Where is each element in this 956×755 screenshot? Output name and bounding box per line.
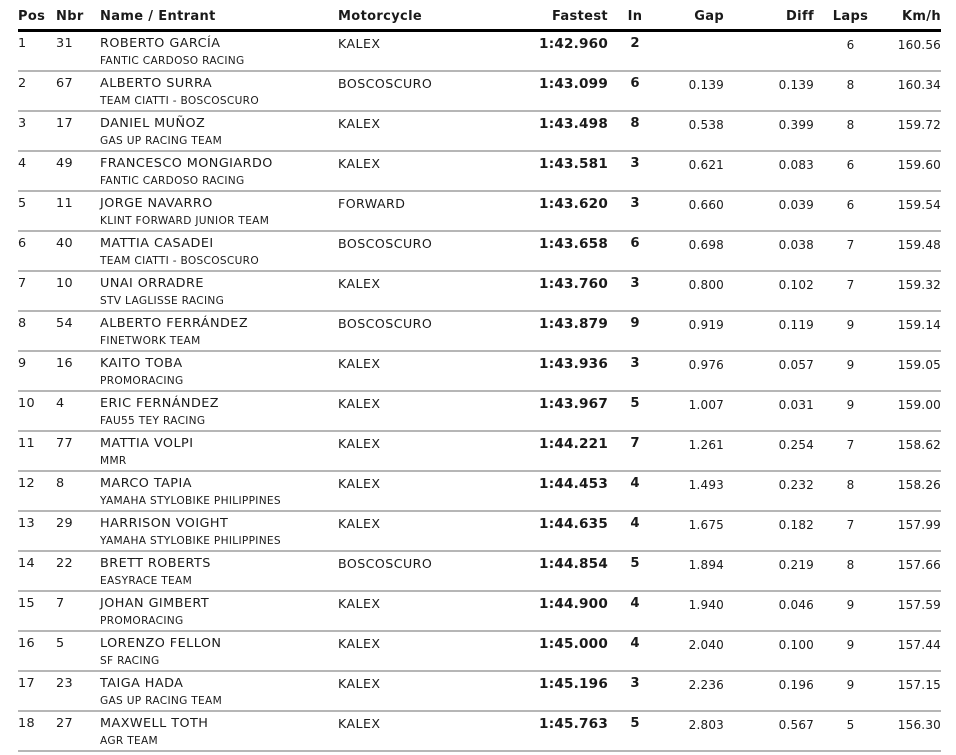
gap-cell: 0.919: [662, 311, 724, 351]
motorcycle-cell: KALEX: [338, 471, 512, 511]
number-cell: 77: [56, 431, 100, 471]
rider-name: KAITO TOBA: [100, 355, 183, 371]
rider-cell: [100, 71, 338, 111]
position-cell: 7: [18, 271, 56, 311]
diff-cell: 0.046: [724, 591, 814, 631]
entrant-name: PROMORACING: [100, 374, 184, 387]
number-cell: 54: [56, 311, 100, 351]
position-cell: 11: [18, 431, 56, 471]
laps-cell: 6: [814, 31, 887, 71]
motorcycle-cell: KALEX: [338, 31, 512, 71]
in-lap-cell: 3: [608, 271, 662, 311]
fastest-lap-cell: 1:45.763: [512, 711, 608, 751]
rider-cell: [100, 191, 338, 231]
number-cell: 27: [56, 711, 100, 751]
number-cell: 4: [56, 391, 100, 431]
diff-cell: 0.219: [724, 551, 814, 591]
in-lap-cell: 5: [608, 391, 662, 431]
motorcycle-cell: KALEX: [338, 711, 512, 751]
table-row: [18, 111, 941, 151]
position-cell: 5: [18, 191, 56, 231]
laps-cell: 8: [814, 471, 887, 511]
results-table: [18, 8, 941, 752]
table-row: [18, 711, 941, 751]
number-cell: 7: [56, 591, 100, 631]
entrant-name: FAU55 TEY RACING: [100, 414, 206, 427]
position-cell: 1: [18, 31, 56, 71]
rider-name: ALBERTO SURRA: [100, 75, 213, 91]
gap-cell: 0.660: [662, 191, 724, 231]
header-kmh: Km/h: [887, 8, 941, 31]
rider-cell: [100, 231, 338, 271]
motorcycle-cell: BOSCOSCURO: [338, 311, 512, 351]
header-nbr: Nbr: [56, 8, 100, 31]
laps-cell: 8: [814, 111, 887, 151]
laps-cell: 7: [814, 231, 887, 271]
fastest-lap-cell: 1:44.221: [512, 431, 608, 471]
in-lap-cell: 9: [608, 311, 662, 351]
diff-cell: 0.399: [724, 111, 814, 151]
number-cell: 11: [56, 191, 100, 231]
diff-cell: 0.182: [724, 511, 814, 551]
in-lap-cell: 2: [608, 31, 662, 71]
entrant-name: PROMORACING: [100, 614, 184, 627]
header-motorcycle: Motorcycle: [338, 8, 512, 31]
in-lap-cell: 6: [608, 231, 662, 271]
diff-cell: 0.102: [724, 271, 814, 311]
laps-cell: 8: [814, 71, 887, 111]
motorcycle-cell: BOSCOSCURO: [338, 551, 512, 591]
entrant-name: TEAM CIATTI - BOSCOSCURO: [100, 94, 259, 107]
rider-cell: [100, 271, 338, 311]
entrant-name: FINETWORK TEAM: [100, 334, 201, 347]
fastest-lap-cell: 1:43.581: [512, 151, 608, 191]
rider-name: TAIGA HADA: [100, 675, 184, 691]
fastest-lap-cell: 1:43.760: [512, 271, 608, 311]
rider-name: JOHAN GIMBERT: [100, 595, 210, 611]
rider-name: MARCO TAPIA: [100, 475, 192, 491]
kmh-cell: 159.60: [887, 151, 941, 191]
in-lap-cell: 4: [608, 631, 662, 671]
table-row: [18, 551, 941, 591]
entrant-name: TEAM CIATTI - BOSCOSCURO: [100, 254, 259, 267]
position-cell: 10: [18, 391, 56, 431]
entrant-name: MMR: [100, 454, 127, 467]
kmh-cell: 157.15: [887, 671, 941, 711]
rider-cell: [100, 151, 338, 191]
in-lap-cell: 5: [608, 711, 662, 751]
number-cell: 8: [56, 471, 100, 511]
gap-cell: 1.940: [662, 591, 724, 631]
header-in: In: [608, 8, 662, 31]
laps-cell: 9: [814, 391, 887, 431]
diff-cell: 0.567: [724, 711, 814, 751]
kmh-cell: 159.00: [887, 391, 941, 431]
number-cell: 40: [56, 231, 100, 271]
entrant-name: EASYRACE TEAM: [100, 574, 193, 587]
number-cell: 29: [56, 511, 100, 551]
fastest-lap-cell: 1:44.854: [512, 551, 608, 591]
number-cell: 16: [56, 351, 100, 391]
diff-cell: 0.254: [724, 431, 814, 471]
gap-cell: 0.698: [662, 231, 724, 271]
gap-cell: 0.976: [662, 351, 724, 391]
diff-cell: 0.038: [724, 231, 814, 271]
rider-name: MATTIA CASADEI: [100, 235, 214, 251]
rider-cell: [100, 471, 338, 511]
table-row: [18, 31, 941, 71]
fastest-lap-cell: 1:45.196: [512, 671, 608, 711]
number-cell: 5: [56, 631, 100, 671]
rider-name: BRETT ROBERTS: [100, 555, 211, 571]
kmh-cell: 159.14: [887, 311, 941, 351]
motorcycle-cell: KALEX: [338, 671, 512, 711]
entrant-name: YAMAHA STYLOBIKE PHILIPPINES: [100, 534, 281, 547]
laps-cell: 6: [814, 191, 887, 231]
position-cell: 9: [18, 351, 56, 391]
entrant-name: SF RACING: [100, 654, 160, 667]
table-row: [18, 311, 941, 351]
rider-cell: [100, 711, 338, 751]
table-row: [18, 271, 941, 311]
table-row: [18, 151, 941, 191]
rider-name: DANIEL MUÑOZ: [100, 115, 206, 131]
fastest-lap-cell: 1:43.620: [512, 191, 608, 231]
position-cell: 13: [18, 511, 56, 551]
fastest-lap-cell: 1:42.960: [512, 31, 608, 71]
diff-cell: 0.031: [724, 391, 814, 431]
position-cell: 17: [18, 671, 56, 711]
table-row: [18, 191, 941, 231]
rider-cell: [100, 631, 338, 671]
motorcycle-cell: KALEX: [338, 111, 512, 151]
rider-cell: [100, 511, 338, 551]
rider-name: FRANCESCO MONGIARDO: [100, 155, 273, 171]
gap-cell: 1.261: [662, 431, 724, 471]
rider-name: ALBERTO FERRÁNDEZ: [100, 315, 249, 331]
in-lap-cell: 6: [608, 71, 662, 111]
header-name-entrant: Name / Entrant: [100, 8, 338, 31]
laps-cell: 7: [814, 511, 887, 551]
motorcycle-cell: KALEX: [338, 271, 512, 311]
rider-name: ROBERTO GARCÍA: [100, 36, 221, 51]
kmh-cell: 159.48: [887, 231, 941, 271]
motorcycle-cell: KALEX: [338, 511, 512, 551]
position-cell: 16: [18, 631, 56, 671]
gap-cell: 0.800: [662, 271, 724, 311]
table-row: [18, 71, 941, 111]
gap-cell: 0.139: [662, 71, 724, 111]
laps-cell: 9: [814, 311, 887, 351]
entrant-name: GAS UP RACING TEAM: [100, 134, 223, 147]
laps-cell: 6: [814, 151, 887, 191]
rider-cell: [100, 391, 338, 431]
number-cell: 17: [56, 111, 100, 151]
number-cell: 22: [56, 551, 100, 591]
number-cell: 23: [56, 671, 100, 711]
kmh-cell: 159.32: [887, 271, 941, 311]
number-cell: 49: [56, 151, 100, 191]
fastest-lap-cell: 1:43.658: [512, 231, 608, 271]
entrant-name: FANTIC CARDOSO RACING: [100, 174, 245, 187]
gap-cell: [662, 31, 724, 71]
laps-cell: 9: [814, 671, 887, 711]
gap-cell: 2.803: [662, 711, 724, 751]
fastest-lap-cell: 1:44.453: [512, 471, 608, 511]
rider-name: HARRISON VOIGHT: [100, 515, 229, 531]
diff-cell: 0.100: [724, 631, 814, 671]
in-lap-cell: 8: [608, 111, 662, 151]
table-row: [18, 351, 941, 391]
in-lap-cell: 3: [608, 151, 662, 191]
gap-cell: 0.621: [662, 151, 724, 191]
position-cell: 2: [18, 71, 56, 111]
table-row: [18, 511, 941, 551]
gap-cell: 1.675: [662, 511, 724, 551]
diff-cell: 0.232: [724, 471, 814, 511]
kmh-cell: 160.34: [887, 71, 941, 111]
kmh-cell: 160.56: [887, 31, 941, 71]
diff-cell: 0.057: [724, 351, 814, 391]
position-cell: 8: [18, 311, 56, 351]
in-lap-cell: 4: [608, 471, 662, 511]
gap-cell: 1.007: [662, 391, 724, 431]
kmh-cell: 159.05: [887, 351, 941, 391]
fastest-lap-cell: 1:43.498: [512, 111, 608, 151]
fastest-lap-cell: 1:43.099: [512, 71, 608, 111]
number-cell: 31: [56, 31, 100, 71]
in-lap-cell: 4: [608, 511, 662, 551]
in-lap-cell: 3: [608, 351, 662, 391]
fastest-lap-cell: 1:44.900: [512, 591, 608, 631]
rider-name: ERIC FERNÁNDEZ: [100, 395, 219, 411]
number-cell: 10: [56, 271, 100, 311]
entrant-name: GAS UP RACING TEAM: [100, 694, 223, 707]
rider-cell: [100, 111, 338, 151]
table-row: [18, 231, 941, 271]
table-row: [18, 471, 941, 511]
rider-cell: [100, 671, 338, 711]
table-row: [18, 391, 941, 431]
motorcycle-cell: KALEX: [338, 151, 512, 191]
motorcycle-cell: FORWARD: [338, 191, 512, 231]
header-pos: Pos: [18, 8, 56, 31]
motorcycle-cell: KALEX: [338, 431, 512, 471]
in-lap-cell: 4: [608, 591, 662, 631]
fastest-lap-cell: 1:44.635: [512, 511, 608, 551]
rider-name: JORGE NAVARRO: [100, 195, 213, 211]
table-row: [18, 431, 941, 471]
kmh-cell: 158.26: [887, 471, 941, 511]
entrant-name: KLINT FORWARD JUNIOR TEAM: [100, 214, 270, 227]
gap-cell: 0.538: [662, 111, 724, 151]
rider-cell: [100, 351, 338, 391]
laps-cell: 5: [814, 711, 887, 751]
rider-name: MAXWELL TOTH: [100, 715, 209, 731]
fastest-lap-cell: 1:45.000: [512, 631, 608, 671]
fastest-lap-cell: 1:43.967: [512, 391, 608, 431]
gap-cell: 1.894: [662, 551, 724, 591]
header-gap: Gap: [662, 8, 724, 31]
entrant-name: FANTIC CARDOSO RACING: [100, 55, 245, 67]
motorcycle-cell: BOSCOSCURO: [338, 71, 512, 111]
laps-cell: 9: [814, 351, 887, 391]
motorcycle-cell: KALEX: [338, 391, 512, 431]
kmh-cell: 159.54: [887, 191, 941, 231]
diff-cell: 0.139: [724, 71, 814, 111]
laps-cell: 9: [814, 591, 887, 631]
rider-name: UNAI ORRADRE: [100, 275, 204, 291]
in-lap-cell: 3: [608, 191, 662, 231]
rider-name: MATTIA VOLPI: [100, 435, 194, 451]
header-diff: Diff: [724, 8, 814, 31]
entrant-name: STV LAGLISSE RACING: [100, 294, 225, 307]
rider-cell: [100, 551, 338, 591]
gap-cell: 2.040: [662, 631, 724, 671]
header-laps: Laps: [814, 8, 887, 31]
in-lap-cell: 7: [608, 431, 662, 471]
gap-cell: 2.236: [662, 671, 724, 711]
laps-cell: 7: [814, 271, 887, 311]
table-row: [18, 631, 941, 671]
kmh-cell: 157.66: [887, 551, 941, 591]
entrant-name: YAMAHA STYLOBIKE PHILIPPINES: [100, 494, 281, 507]
position-cell: 14: [18, 551, 56, 591]
fastest-lap-cell: 1:43.879: [512, 311, 608, 351]
kmh-cell: 157.44: [887, 631, 941, 671]
in-lap-cell: 5: [608, 551, 662, 591]
rider-cell: [100, 591, 338, 631]
position-cell: 15: [18, 591, 56, 631]
motorcycle-cell: BOSCOSCURO: [338, 231, 512, 271]
position-cell: 18: [18, 711, 56, 751]
rider-cell: [100, 31, 338, 71]
position-cell: 4: [18, 151, 56, 191]
diff-cell: 0.039: [724, 191, 814, 231]
diff-cell: 0.083: [724, 151, 814, 191]
motorcycle-cell: KALEX: [338, 591, 512, 631]
diff-cell: 0.196: [724, 671, 814, 711]
entrant-name: AGR TEAM: [100, 734, 158, 747]
rider-cell: [100, 431, 338, 471]
kmh-cell: 158.62: [887, 431, 941, 471]
gap-cell: 1.493: [662, 471, 724, 511]
table-header: [18, 8, 941, 31]
kmh-cell: 159.72: [887, 111, 941, 151]
laps-cell: 7: [814, 431, 887, 471]
fastest-lap-cell: 1:43.936: [512, 351, 608, 391]
header-row: [18, 8, 941, 31]
position-cell: 6: [18, 231, 56, 271]
table-body: [18, 31, 941, 751]
laps-cell: 9: [814, 631, 887, 671]
position-cell: 3: [18, 111, 56, 151]
motorcycle-cell: KALEX: [338, 351, 512, 391]
diff-cell: [724, 31, 814, 71]
position-cell: 12: [18, 471, 56, 511]
kmh-cell: 157.59: [887, 591, 941, 631]
in-lap-cell: 3: [608, 671, 662, 711]
header-fastest: Fastest: [512, 8, 608, 31]
laps-cell: 8: [814, 551, 887, 591]
rider-name: LORENZO FELLON: [100, 635, 222, 651]
diff-cell: 0.119: [724, 311, 814, 351]
kmh-cell: 157.99: [887, 511, 941, 551]
rider-cell: [100, 311, 338, 351]
motorcycle-cell: KALEX: [338, 631, 512, 671]
table-row: [18, 591, 941, 631]
table-row: [18, 671, 941, 711]
kmh-cell: 156.30: [887, 711, 941, 751]
number-cell: 67: [56, 71, 100, 111]
